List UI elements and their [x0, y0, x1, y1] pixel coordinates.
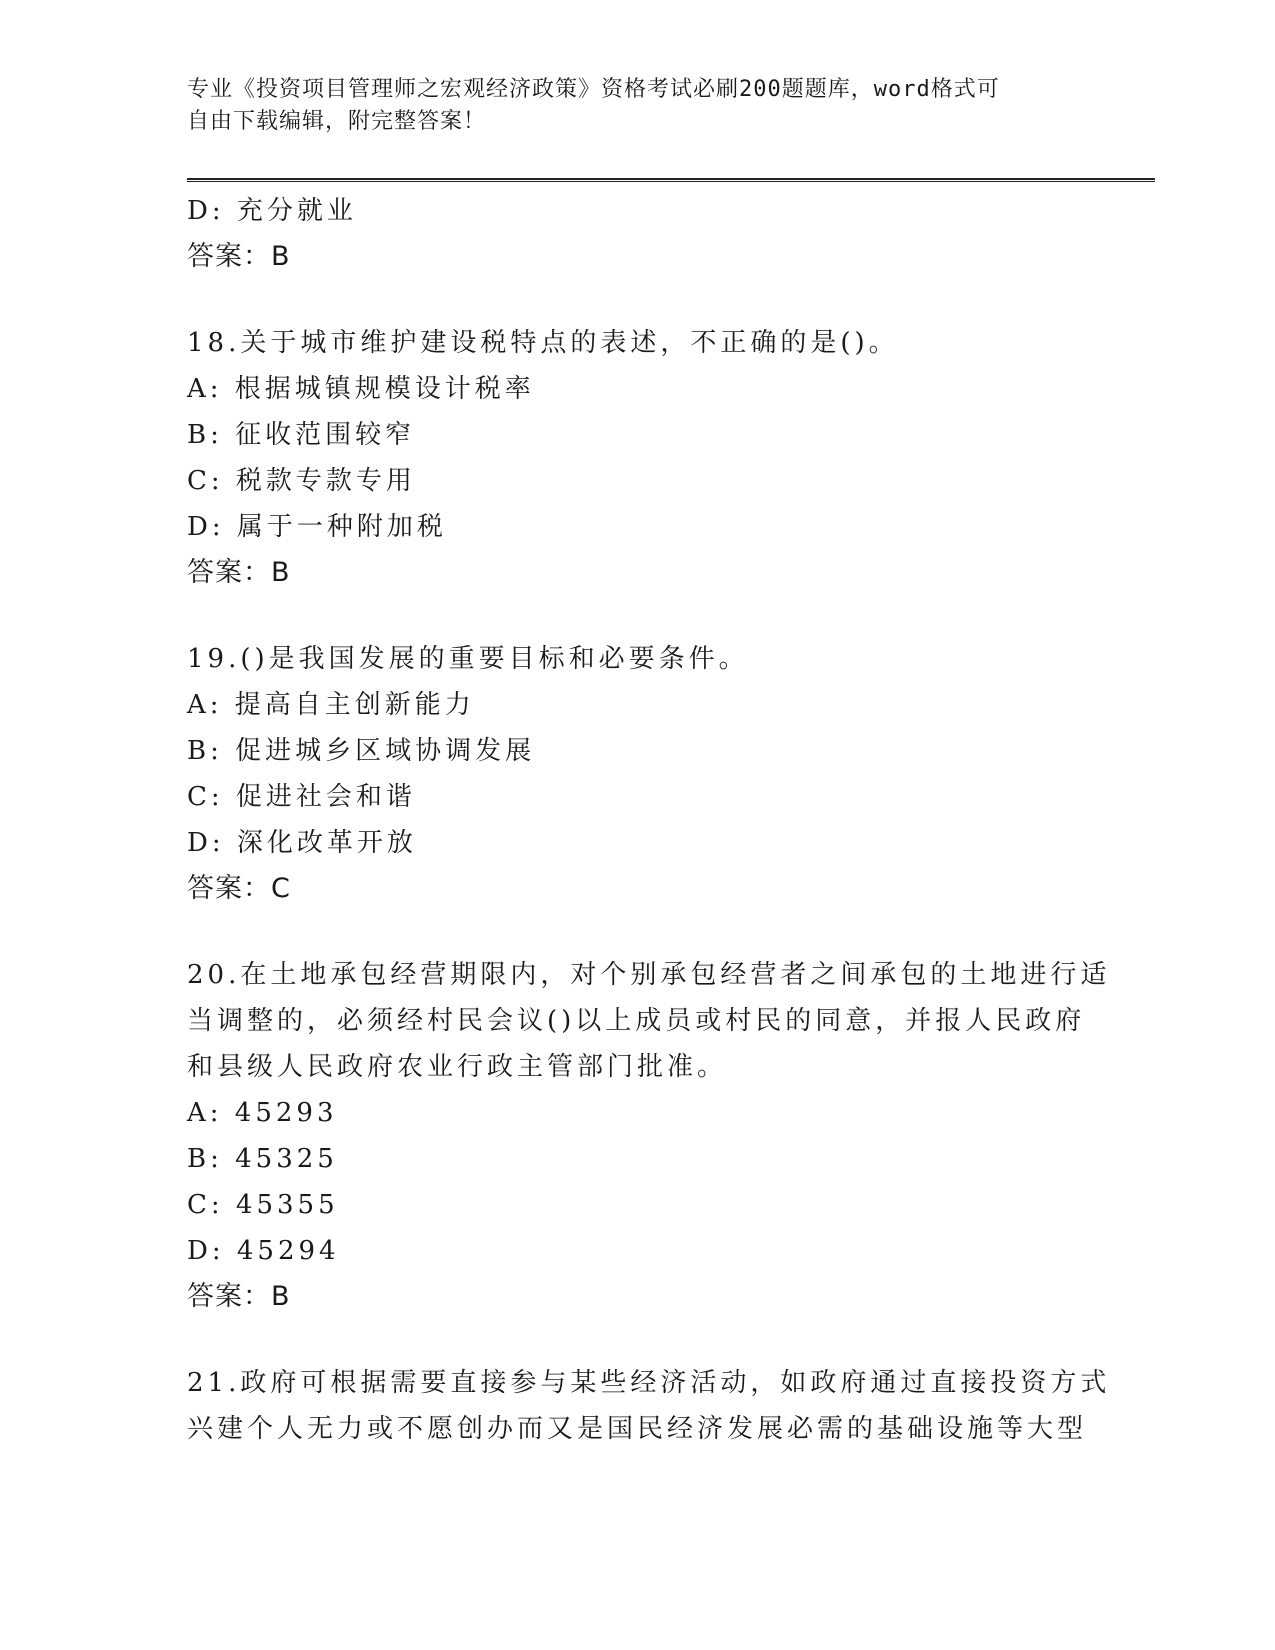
document-header	[187, 74, 1067, 138]
answer-label: 答案：C	[187, 873, 291, 904]
option-c: C: 45355	[187, 1190, 339, 1220]
header-line-1: 专业《投资项目管理师之宏观经济政策》资格考试必刷200题题库，word格式可	[187, 77, 1000, 102]
option-a: A: 根据城镇规模设计税率	[187, 374, 535, 404]
question-text: 19.()是我国发展的重要目标和必要条件。	[187, 644, 749, 674]
answer-label: 答案：B	[187, 557, 291, 588]
question-19	[187, 636, 1087, 912]
header-line-2: 自由下载编辑，附完整答案！	[187, 109, 487, 134]
question-list	[187, 188, 1111, 1452]
question-18	[187, 320, 1087, 596]
question-text-line: 和县级人民政府农业行政主管部门批准。	[187, 1052, 728, 1082]
question-20	[187, 952, 1111, 1320]
option-b: B: 促进城乡区域协调发展	[187, 736, 536, 766]
option-c: C: 税款专款专用	[187, 466, 416, 496]
option-a: A: 提高自主创新能力	[187, 690, 475, 720]
option-c: C: 促进社会和谐	[187, 782, 416, 812]
question-21	[187, 1360, 1111, 1452]
question-text-line: 21.政府可根据需要直接参与某些经济活动，如政府通过直接投资方式	[187, 1368, 1111, 1398]
question-text-line: 20.在土地承包经营期限内，对个别承包经营者之间承包的土地进行适	[187, 960, 1111, 990]
answer-label: 答案：B	[187, 1281, 291, 1312]
option-d: D: 深化改革开放	[187, 828, 417, 858]
answer-label: 答案：B	[187, 241, 291, 272]
option-b: B: 征收范围较窄	[187, 420, 416, 450]
question-17-tail	[187, 188, 1087, 280]
option-d: D: 充分就业	[187, 196, 357, 226]
question-text-line: 兴建个人无力或不愿创办而又是国民经济发展必需的基础设施等大型	[187, 1414, 1088, 1444]
header-divider	[187, 178, 1155, 182]
question-text-line: 当调整的，必须经村民会议()以上成员或村民的同意，并报人民政府	[187, 1006, 1086, 1036]
question-text: 18.关于城市维护建设税特点的表述，不正确的是()。	[187, 328, 899, 358]
option-a: A: 45293	[187, 1098, 338, 1128]
option-b: B: 45325	[187, 1144, 338, 1174]
option-d: D: 45294	[187, 1236, 340, 1266]
option-d: D: 属于一种附加税	[187, 512, 447, 542]
